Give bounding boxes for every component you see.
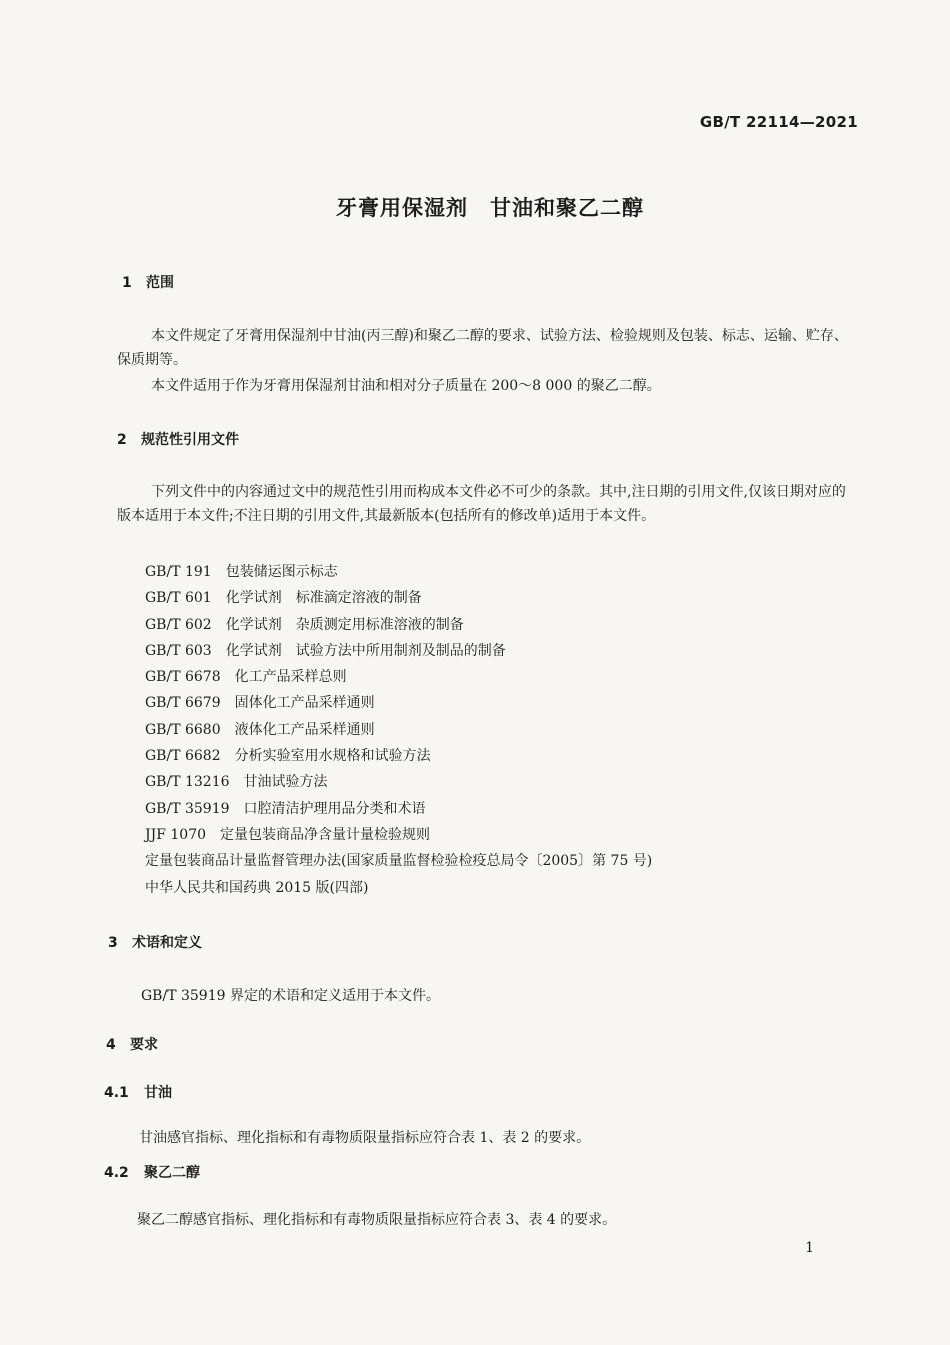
document-title: 牙膏用保湿剂 甘油和聚乙二醇 [336, 196, 644, 220]
reference-title: 化学试剂 标准滴定溶液的制备 [225, 590, 422, 607]
paragraph: 聚乙二醇感官指标、理化指标和有毒物质限量指标应符合表 3、表 4 的要求。 [137, 1212, 617, 1228]
reference-item [145, 690, 652, 716]
standard-code: GB/T 22114—2021 [699, 113, 858, 131]
reference-item [145, 612, 652, 638]
paragraph: GB/T 35919 界定的术语和定义适用于本文件。 [141, 988, 440, 1004]
reference-item [145, 717, 652, 743]
section-number: 3 [108, 935, 118, 951]
section-number: 2 [117, 432, 127, 448]
normative-references-list [145, 559, 652, 901]
subsection-number: 4.1 [104, 1085, 129, 1101]
reference-title: 化工产品采样总则 [234, 669, 347, 686]
subsection-title: 聚乙二醇 [144, 1165, 200, 1181]
section-4-heading [106, 1034, 158, 1054]
reference-code: GB/T 6680 [145, 721, 221, 738]
reference-code: GB/T 6679 [145, 695, 221, 712]
reference-title: 固体化工产品采样通则 [234, 695, 375, 712]
paragraph: 本文件适用于作为牙膏用保湿剂甘油和相对分子质量在 200～8 000 的聚乙二醇。 [151, 378, 661, 394]
reference-code: GB/T 191 [145, 564, 212, 580]
reference-item [145, 822, 652, 848]
reference-title: 定量包装商品净含量计量检验规则 [220, 826, 431, 843]
reference-item [145, 796, 652, 822]
section-number: 1 [122, 275, 132, 291]
reference-title: 甘油试验方法 [243, 774, 328, 791]
reference-item [145, 769, 652, 795]
section-title: 要求 [130, 1037, 158, 1053]
paragraph: 本文件规定了牙膏用保湿剂中甘油(丙三醇)和聚乙二醇的要求、试验方法、检验规则及包装、标志、运输、贮存、保质期等。 [117, 328, 848, 368]
reference-code: GB/T 6682 [145, 748, 221, 765]
subsection-4-1-heading [104, 1082, 172, 1102]
reference-item [145, 664, 652, 690]
reference-title: 包装储运图示标志 [225, 564, 338, 580]
reference-item [145, 638, 652, 664]
reference-title: 定量包装商品计量监督管理办法(国家质量监督检验检疫总局令〔2005〕第 75 号) [145, 853, 653, 870]
reference-item [145, 559, 652, 585]
subsection-4-2-heading [104, 1162, 200, 1182]
reference-code: GB/T 35919 [145, 800, 230, 817]
section-1-body [117, 324, 857, 398]
subsection-title: 甘油 [144, 1085, 172, 1101]
reference-title: 化学试剂 杂质测定用标准溶液的制备 [225, 616, 464, 633]
reference-code: GB/T 601 [145, 590, 212, 607]
reference-code: JJF 1070 [145, 826, 207, 843]
reference-item [145, 848, 652, 874]
section-title: 规范性引用文件 [141, 432, 239, 448]
subsection-number: 4.2 [104, 1165, 129, 1181]
paragraph: 下列文件中的内容通过文中的规范性引用而构成本文件必不可少的条款。其中,注日期的引用文件,仅该日期对应的版本适用于本文件;不注日期的引用文件,其最新版本(包括所有的修改单)适用于本文件。 [117, 484, 846, 524]
reference-title: 液体化工产品采样通则 [234, 721, 375, 738]
reference-title: 分析实验室用水规格和试验方法 [234, 748, 431, 765]
reference-code: GB/T 602 [145, 616, 212, 633]
reference-title: 口腔清洁护理用品分类和术语 [243, 800, 426, 817]
reference-item [145, 585, 652, 611]
section-title: 范围 [146, 275, 174, 291]
section-number: 4 [106, 1037, 116, 1053]
reference-item [145, 743, 652, 769]
section-2-body [117, 480, 855, 528]
reference-code: GB/T 13216 [145, 774, 230, 791]
section-2-heading [117, 429, 239, 449]
reference-title: 中华人民共和国药典 2015 版(四部) [145, 879, 369, 896]
page-number: 1 [805, 1240, 814, 1256]
paragraph: 甘油感官指标、理化指标和有毒物质限量指标应符合表 1、表 2 的要求。 [139, 1130, 591, 1146]
section-1-heading [122, 272, 174, 292]
reference-code: GB/T 6678 [145, 669, 221, 686]
section-3-heading [108, 932, 202, 952]
reference-title: 化学试剂 试验方法中所用制剂及制品的制备 [225, 642, 506, 659]
reference-code: GB/T 603 [145, 642, 212, 659]
section-title: 术语和定义 [132, 935, 202, 951]
reference-item [145, 875, 652, 901]
